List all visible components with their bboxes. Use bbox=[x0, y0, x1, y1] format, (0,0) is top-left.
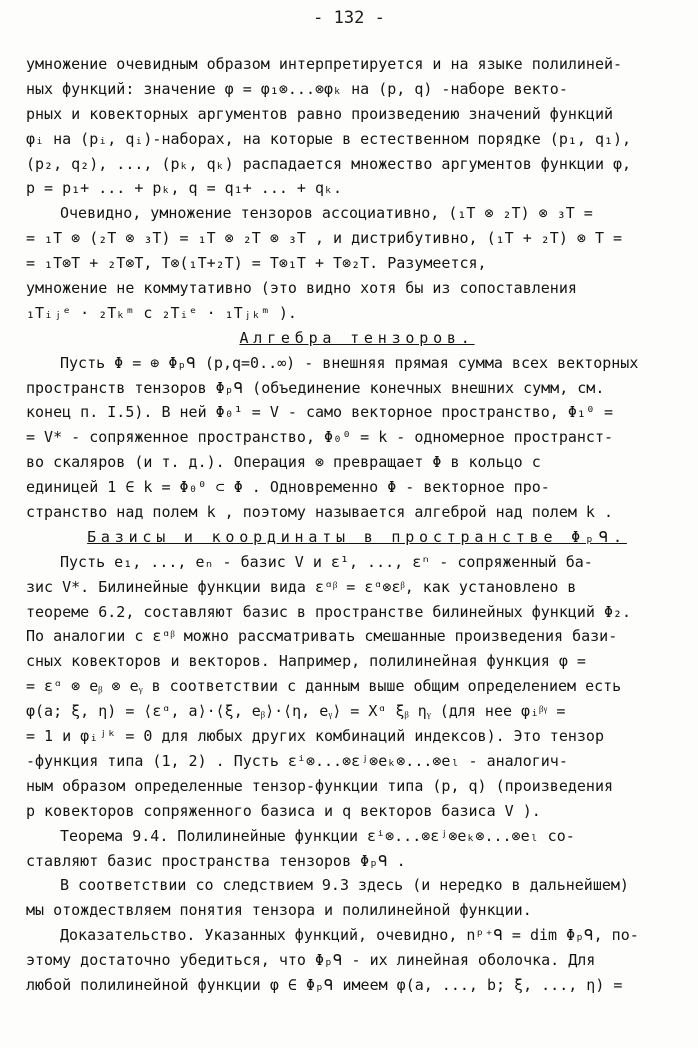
text-line: Теорема 9.4. Полилинейные функции εⁱ⊗...⊗εʲ⊗eₖ⊗...⊗eₗ со- bbox=[60, 826, 575, 845]
text-line: ным образом определенные тензор-функции типа (p, q) (произведения bbox=[26, 776, 613, 795]
text-line: ставляют базис пространства тензоров Φₚᑫ . bbox=[26, 851, 406, 870]
text-line: конец п. I.5). В ней Φ₀¹ = V - само векторное пространство, Φ₁⁰ = bbox=[26, 403, 613, 422]
text-line: p ковекторов сопряженного базиса и q векторов базиса V ). bbox=[26, 801, 541, 820]
text-line: любой полилинейной функции φ ∈ Φₚᑫ имеем φ(a, ..., b; ξ, ..., η) = bbox=[26, 975, 623, 994]
text-line: φᵢ на (pᵢ, qᵢ)-наборах, на которые в естественном порядке (p₁, q₁), bbox=[26, 129, 632, 148]
text-line: во скаляров (и т. д.). Операция ⊗ превращает Φ в кольцо с bbox=[26, 453, 541, 472]
text-line: ₁Tᵢⱼᵉ · ₂Tₖᵐ с ₂Tᵢᵉ · ₁Tⱼₖᵐ ). bbox=[26, 303, 297, 322]
text-line: φ(a; ξ, η) = ⟨εᵅ, a⟩·⟨ξ, eᵦ⟩·⟨η, eᵧ⟩ = Xᵅ ξᵦ ηᵧ (для нее φᵢᵝᵞ = bbox=[26, 702, 566, 721]
text-line: = ₁T⊗T + ₂T⊗T, T⊗(₁T+₂T) = T⊗₁T + T⊗₂T. Разумеется, bbox=[26, 254, 487, 273]
text-line: странство над полем k , поэтому называется алгеброй над полем k . bbox=[26, 503, 613, 522]
text-line: = 1 и φᵢʲᵏ = 0 для любых других комбинаций индексов). Это тензор bbox=[26, 727, 604, 746]
text-line: зис V*. Билинейные функции вида εᵅᵝ = εᵅ⊗εᵝ, как установлено в bbox=[26, 577, 577, 596]
text-line: умножение не коммутативно (это видно хотя бы из сопоставления bbox=[26, 279, 577, 298]
text-line: = εᵅ ⊗ eᵦ ⊗ eᵧ в соответствии с данным выше общим определением есть bbox=[26, 677, 622, 696]
text-line: этому достаточно убедиться, что Φₚᑫ - их линейная оболочка. Для bbox=[26, 951, 596, 970]
text-line: мы отождествляем понятия тензора и полилинейной функции. bbox=[26, 901, 532, 920]
text-body bbox=[26, 52, 688, 998]
text-line: единицей 1 ∈ k = Φ₀⁰ ⊂ Φ . Одновременно Φ - векторное про- bbox=[26, 478, 550, 497]
text-line: Доказательство. Указанных функций, очевидно, nᵖ⁺ᑫ = dim Φₚᑫ, по- bbox=[60, 926, 639, 945]
text-line: В соответствии со следствием 9.3 здесь (и нередко в дальнейшем) bbox=[60, 876, 629, 895]
text-line: Базисы и координаты в пространстве Φₚᑫ. bbox=[87, 527, 627, 546]
text-line: теореме 6.2, составляют базис в пространстве билинейных функций Φ₂. bbox=[26, 602, 632, 621]
text-line: сных ковекторов и векторов. Например, полилинейная функция φ = bbox=[26, 652, 586, 671]
text-line: умножение очевидным образом интерпретируется и на языке полилиней- bbox=[26, 55, 623, 73]
text-line: По аналогии с εᵅᵝ можно рассматривать смешанные произведения бази- bbox=[26, 627, 618, 646]
text-line: Алгебра тензоров. bbox=[239, 328, 475, 347]
page-number: - 132 - bbox=[313, 8, 385, 28]
text-line: (p₂, q₂), ..., (pₖ, qₖ) распадается множество аргументов функции φ, bbox=[26, 154, 632, 173]
text-line: рных и ковекторных аргументов равно произведению значений функций bbox=[26, 104, 613, 123]
text-line: p = p₁+ ... + pₖ, q = q₁+ ... + qₖ. bbox=[26, 179, 343, 198]
text-line: Пусть Φ = ⊕ Φₚᑫ (p,q=0..∞) - внешняя прямая сумма всех векторных bbox=[60, 353, 639, 372]
text-line: Пусть e₁, ..., eₙ - базис V и ε¹, ..., εⁿ - сопряженный ба- bbox=[60, 552, 593, 571]
text-line: = V* - сопряженное пространство, Φ₀⁰ = k - одномерное пространст- bbox=[26, 428, 613, 447]
text-line: = ₁T ⊗ (₂T ⊗ ₃T) = ₁T ⊗ ₂T ⊗ ₃T , и дистрибутивно, (₁T + ₂T) ⊗ T = bbox=[26, 229, 623, 248]
text-line: Очевидно, умножение тензоров ассоциативно, (₁T ⊗ ₂T) ⊗ ₃T = bbox=[60, 204, 593, 223]
text-line: -функция типа (1, 2) . Пусть εⁱ⊗...⊗εʲ⊗eₖ⊗...⊗eₗ - аналогич- bbox=[26, 751, 568, 770]
text-line: ных функций: значение φ = φ₁⊗...⊗φₖ на (p, q) -наборе векто- bbox=[26, 79, 568, 98]
text-line: пространств тензоров Φₚᑫ (объединение конечных внешних сумм, см. bbox=[26, 378, 605, 397]
